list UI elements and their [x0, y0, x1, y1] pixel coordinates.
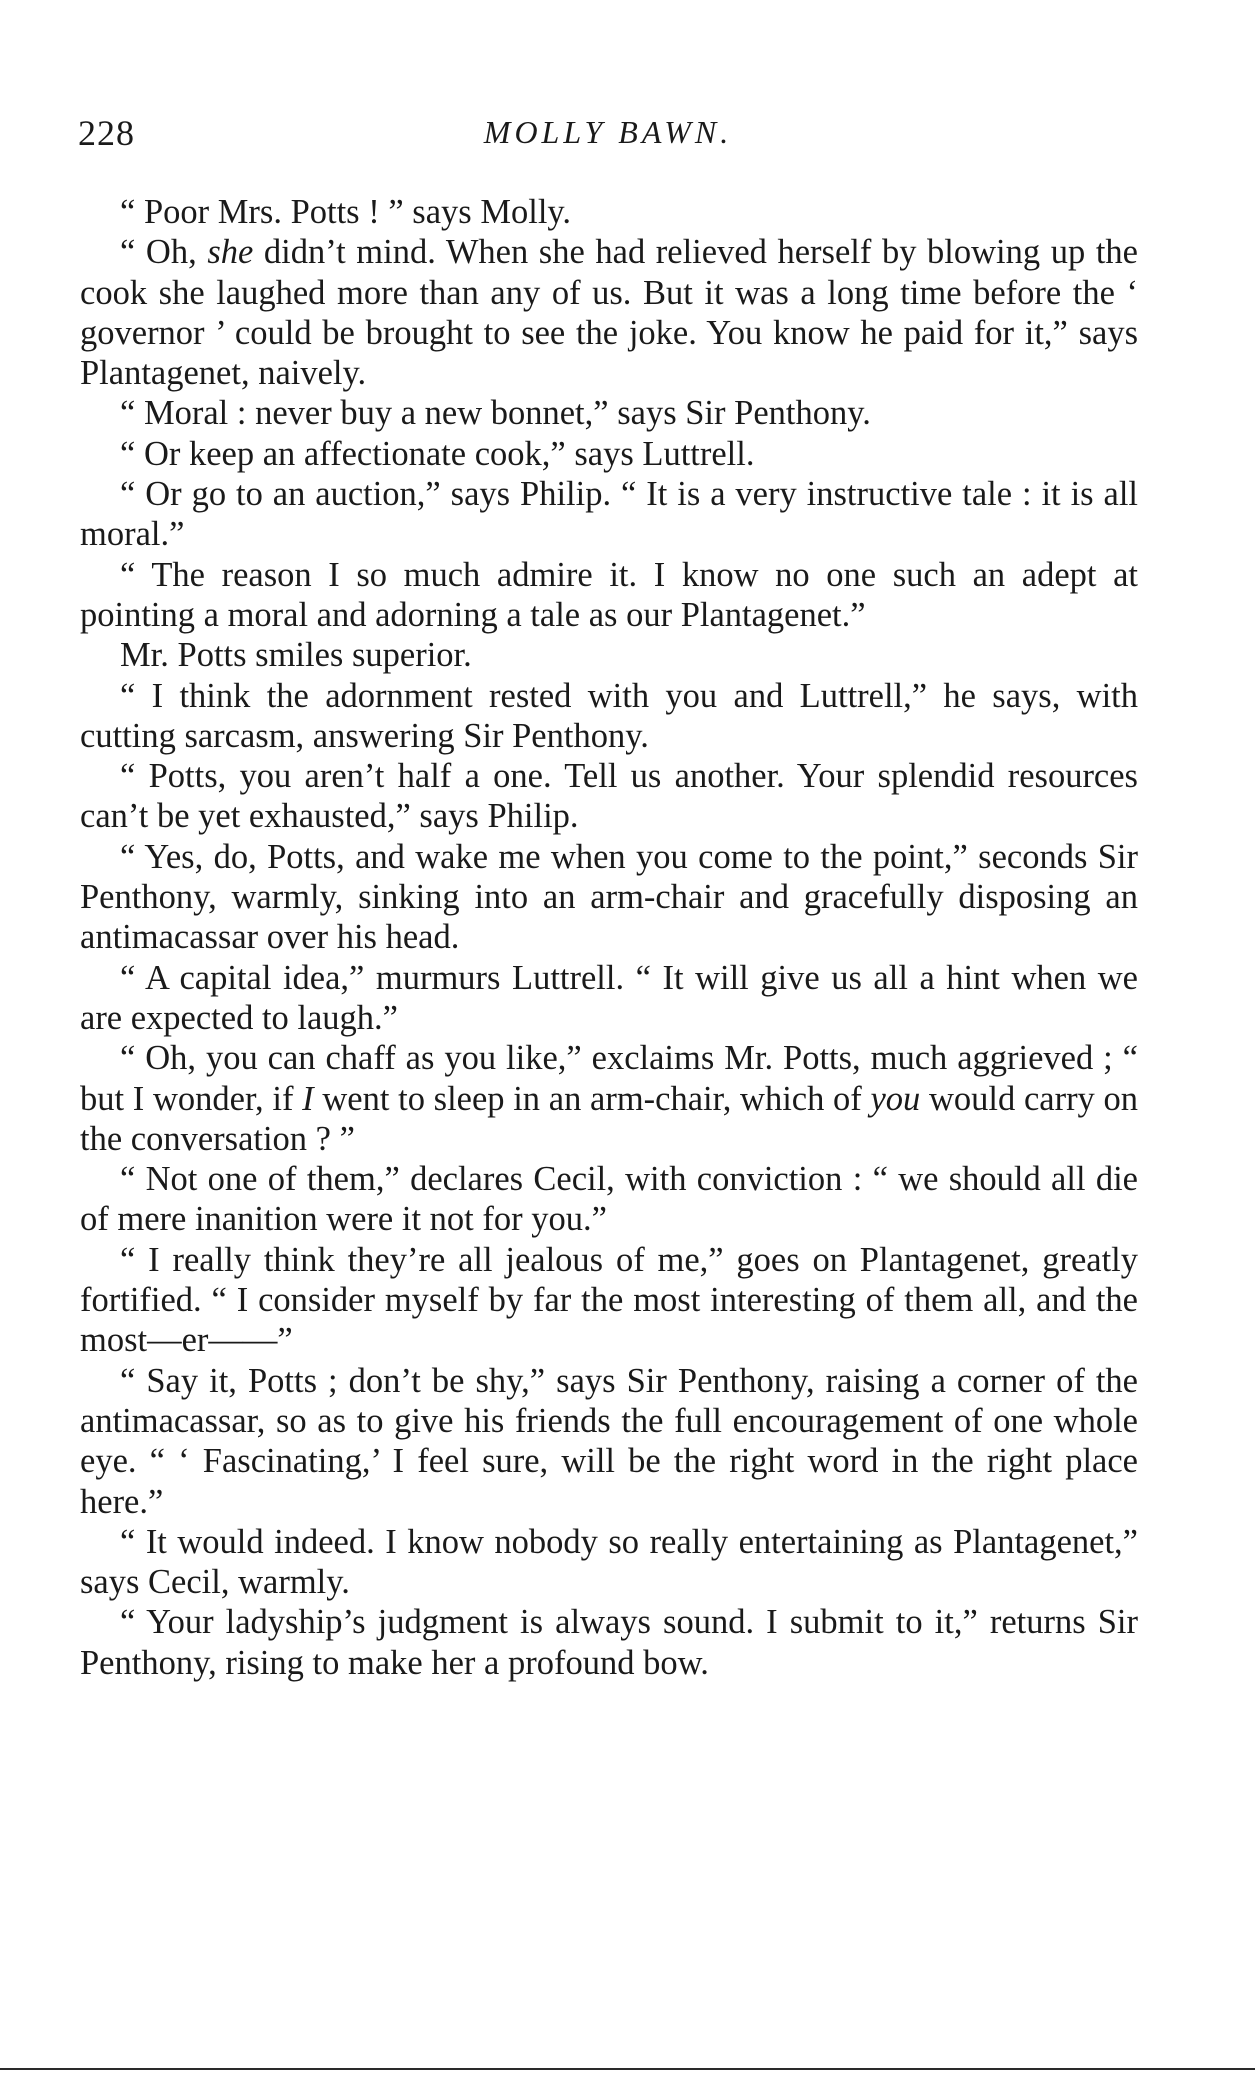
paragraph: “ The reason I so much admire it. I know no one such an adept at pointing a moral and adorning a tale as our Plantagenet.” [80, 555, 1138, 634]
emphasis: you [870, 1079, 921, 1118]
page-number: 228 [78, 113, 135, 153]
paragraph: “ Or keep an affectionate cook,” says Luttrell. [120, 434, 755, 473]
paragraph: “ A capital idea,” murmurs Luttrell. “ It will give us all a hint when we are expected to laugh.” [80, 958, 1138, 1037]
paragraph: “ Poor Mrs. Potts ! ” says Molly. [120, 193, 572, 231]
paragraph: “ Yes, do, Potts, and wake me when you come to the point,” seconds Sir Penthony, warmly, sinking into an arm-chair and gracefully disposing an antimacassar over his head. [80, 837, 1138, 957]
paragraph: “ Your ladyship’s judgment is always sound. I submit to it,” returns Sir Penthony, rising to make her a profound bow. [80, 1603, 1138, 1682]
paragraph: “ Oh, she didn’t mind. When she had relieved herself by blowing up the cook she laughed more than any of us. But it was a long time before the ‘ governor ’ could be brought to see the joke. You know he paid for it,” says Plantagenet, naively. [80, 233, 1138, 393]
paragraph: “ Potts, you aren’t half a one. Tell us another. Your splendid resources can’t be yet exhausted,” says Philip. [80, 757, 1138, 836]
paragraph: “ It would indeed. I know nobody so really entertaining as Plantagenet,” says Cecil, warmly. [80, 1522, 1138, 1602]
running-title: MOLLY BAWN. [483, 114, 733, 150]
page-bottom-rule [0, 2068, 1255, 2070]
body-text [80, 192, 1138, 1683]
paragraph: “ Moral : never buy a new bonnet,” says Sir Penthony. [120, 394, 871, 433]
paragraph: Mr. Potts smiles superior. [120, 636, 472, 675]
paragraph: “ Oh, you can chaff as you like,” exclaims Mr. Potts, much aggrieved ; “ but I wonder, if I went to sleep in an arm-chair, which of you would carry on the conversation ? ” [80, 1039, 1139, 1158]
paragraph: “ Or go to an auction,” says Philip. “ It is a very instructive tale : it is all moral.” [80, 475, 1138, 554]
paragraph: “ Not one of them,” declares Cecil, with conviction : “ we should all die of mere inanition were it not for you.” [80, 1160, 1138, 1239]
emphasis: she [207, 233, 254, 272]
page-header [78, 112, 1138, 162]
paragraph: “ I think the adornment rested with you and Luttrell,” he says, with cutting sarcasm, answering Sir Penthony. [80, 676, 1138, 755]
paragraph: “ Say it, Potts ; don’t be shy,” says Sir Penthony, raising a corner of the antimacassar, so as to give his friends the full encouragement of one whole eye. “ ‘ Fascinating,’ I feel sure, will be the right word in the right place here.” [80, 1361, 1138, 1521]
emphasis: I [302, 1079, 314, 1118]
paragraph: “ I really think they’re all jealous of me,” goes on Plantagenet, greatly fortified. “ I consider myself by far the most interesting of them all, and the most—er——” [80, 1240, 1138, 1360]
